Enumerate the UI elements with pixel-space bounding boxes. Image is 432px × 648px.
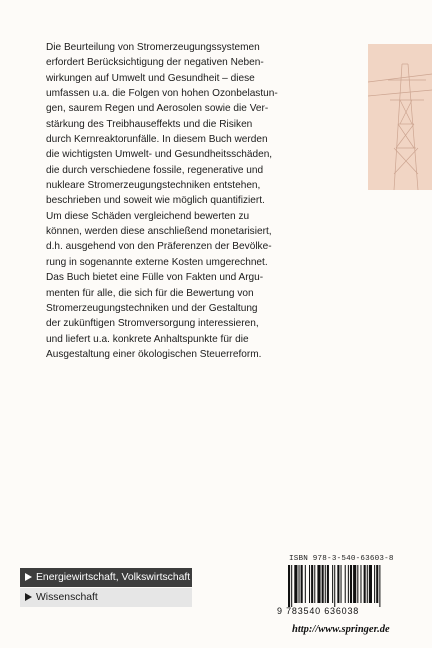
category-energiewirtschaft[interactable] [20, 568, 192, 587]
barcode-bar [334, 565, 335, 607]
blurb-line: die wichtigsten Umwelt- und Gesundheitsschäden, [46, 149, 273, 161]
barcode-bar [379, 565, 380, 607]
isbn-label: ISBN 978-3-540-63603-8 [289, 555, 394, 563]
barcode-bar [311, 565, 313, 603]
blurb-line: beschrieben und soweit wie möglich quantifiziert. [46, 195, 265, 207]
triangle-arrow-icon [25, 573, 32, 581]
barcode-bar [332, 565, 333, 603]
barcode-bar [341, 565, 342, 603]
barcode-bar [357, 565, 358, 603]
cover-thumbnail [368, 44, 432, 190]
category-label: Energiewirtschaft, Volkswirtschaft [36, 572, 191, 583]
barcode-bar [317, 565, 320, 603]
barcode-bar [309, 565, 310, 603]
barcode-number: 9 783540 636038 [277, 606, 360, 616]
triangle-arrow-icon [25, 593, 32, 601]
blurb-line: stärkung des Treibhauseffekts und die Risiken [46, 118, 253, 130]
barcode-bar [360, 565, 361, 603]
barcode-bar [367, 565, 368, 603]
blurb-line: Das Buch bietet eine Fülle von Fakten und Argu- [46, 272, 264, 284]
blurb-line: Stromerzeugungstechniken und der Gestaltung [46, 302, 258, 314]
barcode-bar [369, 565, 372, 603]
barcode-bar [345, 565, 346, 603]
barcode-bar [364, 565, 366, 603]
blurb-line: umfassen u.a. die Folgen von hohen Ozonbelastun- [46, 88, 278, 100]
barcode-bar [337, 565, 339, 603]
barcode-bar [350, 565, 352, 603]
blurb-text [46, 40, 346, 362]
barcode-bar [294, 565, 297, 603]
category-label: Wissenschaft [36, 592, 98, 603]
pylon-drawing [368, 44, 432, 190]
barcode-bar [376, 565, 378, 603]
barcode-bar [348, 565, 349, 603]
barcode-bar [325, 565, 326, 603]
blurb-line: Ausgestaltung einer ökologischen Steuerreform. [46, 348, 262, 360]
barcode-bar [327, 565, 329, 603]
barcode-bar [305, 565, 306, 603]
blurb-line: die durch verschiedene fossile, regenerative und [46, 164, 264, 176]
barcode-bar [353, 565, 356, 603]
barcode-bar [374, 565, 375, 603]
barcode-bar [322, 565, 324, 603]
barcode-bar [291, 565, 292, 607]
blurb-line: durch Kernreaktorunfälle. In diesem Buch werden [46, 134, 268, 146]
barcode-bar [299, 565, 300, 603]
category-wissenschaft[interactable] [20, 588, 192, 607]
blurb-line: rung in sogenannte externe Kosten umgerechnet. [46, 256, 268, 268]
blurb-line: gen, saurem Regen und Aerosolen sowie die Ver- [46, 103, 269, 115]
blurb-line: können, werden diese anschließend monetarisiert, [46, 226, 272, 238]
blurb-line: und liefert u.a. konkrete Anhaltspunkte für die [46, 333, 249, 345]
publisher-url[interactable]: http://www.springer.de [292, 624, 390, 635]
barcode [286, 565, 420, 607]
blurb-line: Um diese Schäden vergleichend bewerten zu [46, 210, 250, 222]
barcode-bar [314, 565, 315, 603]
blurb-line: d.h. ausgehend von den Präferenzen der Bevölke- [46, 241, 272, 253]
blurb-line: wirkungen auf Umwelt und Gesundheit – diese [46, 72, 255, 84]
blurb-line: Die Beurteilung von Stromerzeugungssystemen [46, 42, 260, 53]
blurb-line: erfordert Berücksichtigung der negativen Neben- [46, 57, 264, 69]
blurb-line: menten für alle, die sich für die Bewertung von [46, 287, 254, 299]
barcode-bar [301, 565, 303, 603]
blurb-line: der zukünftigen Stromversorgung interessieren, [46, 318, 259, 330]
blurb-line: nukleare Stromerzeugungstechniken entstehen, [46, 180, 261, 192]
barcode-bar [288, 565, 290, 607]
